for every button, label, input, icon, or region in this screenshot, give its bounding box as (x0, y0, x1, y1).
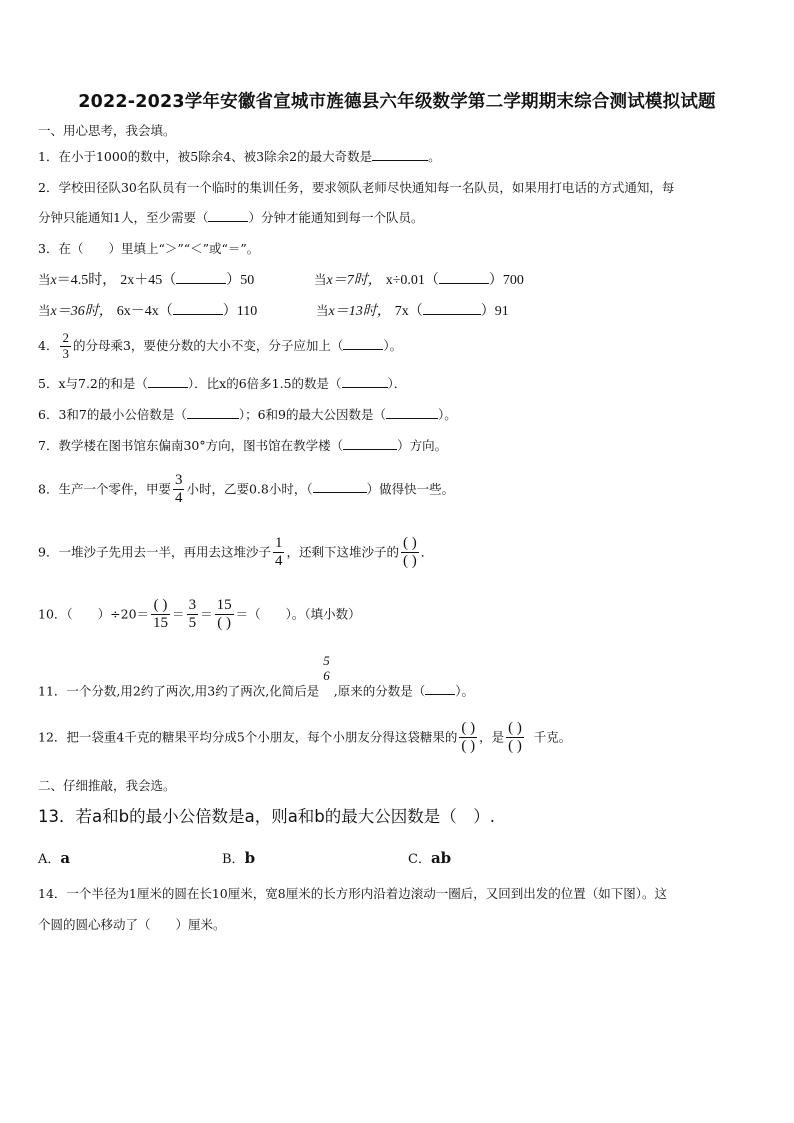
denominator: 3 (62, 345, 69, 361)
question-8-end: ）做得快一些。 (366, 481, 455, 497)
section-1-heading: 一、用心思考，我会填。 (38, 123, 176, 138)
question-8 (38, 472, 454, 508)
question-6-end: ）。 (438, 407, 457, 422)
question-9-mid: ，还剩下这堆沙子的 (286, 544, 399, 560)
question-9-end: ． (420, 544, 434, 560)
question-5-text: 5．x与7.2的和是（ (38, 376, 148, 391)
question-7 (38, 436, 447, 454)
option-c-value: ab (430, 849, 452, 867)
question-12-mid: ，是 (479, 729, 505, 745)
denominator-blank[interactable]: ( ) (508, 738, 522, 755)
answer-fraction[interactable] (215, 597, 234, 633)
question-11 (38, 653, 474, 699)
question-4-end: ）。 (383, 337, 403, 353)
answer-blank[interactable] (386, 406, 438, 419)
question-5 (38, 374, 406, 392)
q3-when: 当 (38, 272, 51, 287)
q3-expr: 6x－4x（ (116, 304, 173, 319)
option-b-label: B． (222, 852, 245, 867)
question-6 (38, 405, 457, 423)
q3-cond: x＝36时， (50, 304, 113, 319)
q3-end: ）110 (222, 304, 258, 319)
q3-cond: x＝7时， (326, 273, 382, 288)
question-14-line-1: 14．一个半径为1厘米的圆在长10厘米，宽8厘米的长方形内沿着边滚动一圈后，又回到出发的位置（如下图）。这 (38, 886, 667, 901)
question-10-text: 10．（ ）÷20＝ (38, 606, 150, 622)
q3-cond: ＝4.5时， (56, 273, 117, 288)
question-8-mid: 小时，乙要0.8小时，（ (186, 481, 313, 497)
numerator: 2 (62, 330, 69, 345)
answer-blank[interactable] (343, 337, 383, 350)
question-10 (38, 597, 361, 633)
question-2-line-1: 2．学校田径队30名队员有一个临时的集训任务，要求领队老师尽快通知每一名队员，如果用打电话的方式通知，每 (38, 180, 675, 195)
equals: ＝ (200, 606, 213, 622)
question-4-number: 4． (38, 337, 59, 353)
question-6-mid: ）；6和9的最大公因数是（ (238, 407, 387, 422)
question-2-text-b: ）分钟才能通知到每一个队员。 (248, 210, 424, 225)
q3-when: 当 (316, 303, 329, 318)
denominator: 6 (323, 667, 330, 683)
fraction (273, 535, 285, 571)
equals: ＝ (172, 606, 185, 622)
answer-blank[interactable] (343, 437, 397, 450)
question-8-text: 8．生产一个零件，甲要 (38, 481, 171, 497)
question-4-text: 的分母乘3，要使分数的大小不变，分子应加上（ (72, 337, 344, 353)
denominator-blank[interactable]: ( ) (217, 615, 231, 632)
question-5-mid: ）．比x的6倍多1.5的数是（ (187, 376, 342, 391)
question-3-row-1-left (38, 269, 254, 289)
numerator: 1 (273, 535, 285, 553)
fraction (173, 472, 185, 508)
q3-end: ）50 (226, 273, 255, 288)
answer-blank[interactable] (425, 682, 455, 695)
answer-blank[interactable] (173, 302, 223, 315)
question-3-stem: 3．在（ ）里填上“＞”“＜”或“＝”。 (38, 241, 260, 256)
numerator: 5 (323, 653, 330, 668)
answer-blank[interactable] (208, 209, 248, 222)
fraction (187, 597, 199, 633)
question-7-text: 7．教学楼在图书馆东偏南30°方向，图书馆在教学楼（ (38, 438, 344, 453)
question-11-text: 11．一个分数,用2约了两次,用3约了两次,化简后是 (38, 683, 320, 699)
q3-expr: 2x＋45（ (120, 273, 177, 288)
fraction (321, 654, 332, 684)
question-6-text: 6．3和7的最小公倍数是（ (38, 407, 187, 422)
question-3-row-2-left (38, 300, 257, 320)
numerator-blank[interactable]: ( ) (151, 597, 170, 615)
answer-blank[interactable] (342, 375, 388, 388)
denominator-blank[interactable]: ( ) (402, 553, 417, 570)
numerator: 3 (173, 472, 185, 490)
question-9 (38, 535, 433, 571)
question-5-end: ）． (387, 376, 407, 391)
page-title: 2022-2023学年安徽省宣城市旌德县六年级数学第二学期期末综合测试模拟试题 (78, 92, 716, 112)
option-a[interactable] (38, 848, 70, 867)
option-b-value: b (244, 849, 256, 867)
answer-fraction[interactable] (459, 720, 477, 756)
question-7-end: ）方向。 (397, 438, 448, 453)
fraction (60, 331, 71, 362)
question-10-end: ＝（ ）。（填小数） (235, 606, 361, 622)
question-11-end-2: ）。 (455, 683, 474, 699)
answer-fraction[interactable] (151, 597, 170, 633)
denominator: 4 (274, 553, 283, 570)
section-2-heading: 二、仔细推敲，我会选。 (38, 778, 176, 793)
question-3-row-2-right (316, 300, 509, 320)
answer-blank[interactable] (313, 480, 367, 493)
question-1 (38, 147, 441, 165)
question-13 (38, 803, 495, 827)
question-12 (38, 720, 571, 756)
denominator: 4 (174, 490, 183, 507)
answer-blank[interactable] (148, 375, 188, 388)
answer-blank[interactable] (372, 148, 428, 161)
question-4 (38, 331, 402, 362)
numerator: 15 (215, 597, 234, 615)
question-12-text: 12．把一袋重4千克的糖果平均分成5个小朋友，每个小朋友分得这袋糖果的 (38, 729, 458, 745)
question-11-end: ,原来的分数是（ (333, 683, 426, 699)
option-b[interactable] (222, 848, 255, 867)
option-c[interactable] (408, 848, 451, 867)
answer-blank[interactable] (439, 271, 489, 284)
q3-cond: x＝13时， (328, 304, 391, 319)
question-1-end: 。 (428, 149, 441, 164)
option-a-value: a (60, 849, 71, 867)
numerator-blank[interactable]: ( ) (401, 535, 419, 553)
numerator-blank[interactable]: ( ) (506, 720, 524, 738)
question-9-text: 9．一堆沙子先用去一半，再用去这堆沙子 (38, 544, 271, 560)
question-14-line-2: 个圆的圆心移动了（ ）厘米。 (38, 917, 226, 932)
question-12-end: 千克。 (533, 729, 572, 745)
q3-end: ）700 (488, 273, 524, 288)
answer-fraction[interactable] (401, 535, 419, 571)
q3-expr: 7x（ (394, 304, 423, 319)
option-a-label: A． (38, 852, 61, 867)
q3-end: ）91 (480, 304, 509, 319)
question-3-row-1-right (314, 269, 524, 289)
denominator: 15 (153, 615, 169, 632)
answer-blank[interactable] (423, 302, 481, 315)
q3-when: 当 (38, 303, 51, 318)
q3-expr: x÷0.01（ (385, 273, 439, 288)
numerator: 3 (187, 597, 199, 615)
question-2-text-a: 分钟只能通知1人，至少需要（ (38, 210, 209, 225)
q3-when: 当 (314, 272, 327, 287)
numerator-blank[interactable]: ( ) (459, 720, 477, 738)
answer-blank[interactable] (187, 406, 239, 419)
answer-blank[interactable] (176, 271, 226, 284)
option-c-label: C． (408, 852, 431, 867)
question-2-line-2 (38, 208, 423, 226)
question-13-text: 13．若a和b的最小公倍数是a，则a和b的最大公因数是（ ）. (38, 807, 496, 826)
question-1-text: 1．在小于1000的数中，被5除余4、被3除余2的最大奇数是 (38, 149, 373, 164)
answer-fraction[interactable] (506, 720, 524, 756)
q3-var: x (50, 273, 57, 288)
denominator: 5 (188, 615, 197, 632)
denominator-blank[interactable]: ( ) (461, 738, 476, 755)
